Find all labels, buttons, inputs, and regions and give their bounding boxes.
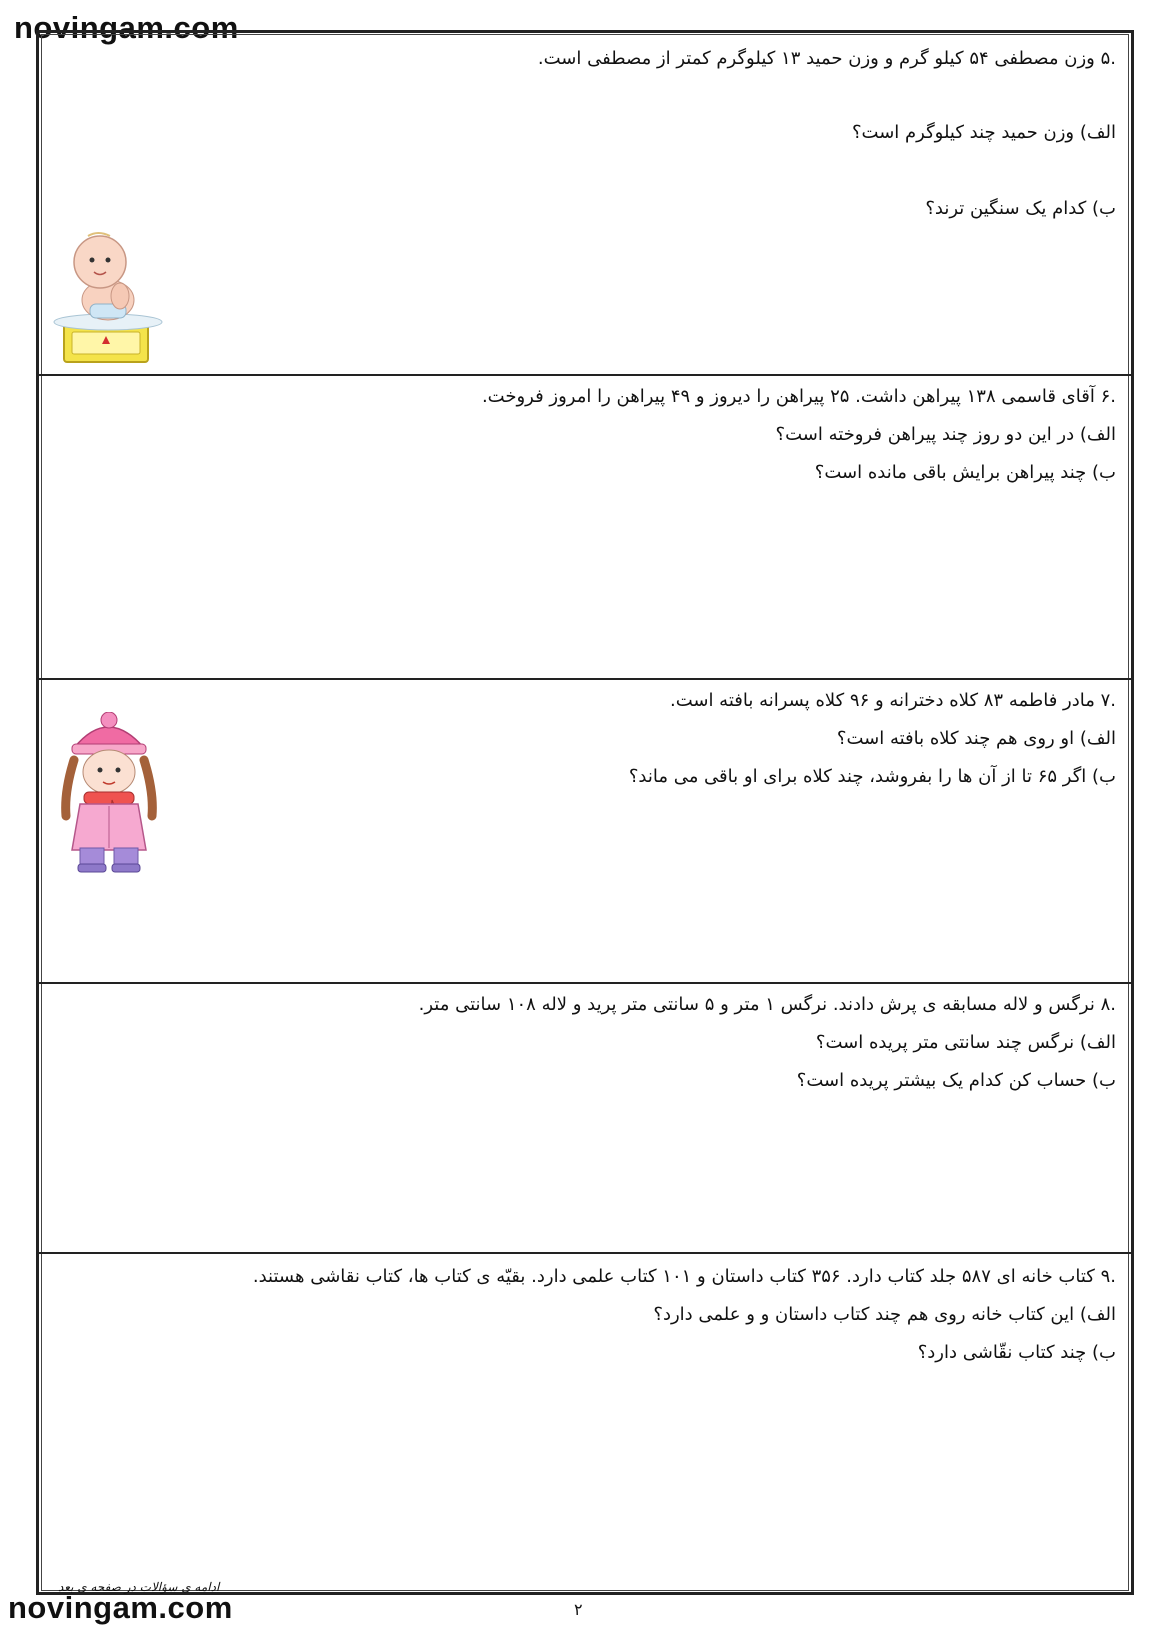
question-5-text: .۵ وزن مصطفی ۵۴ کیلو گرم و وزن حمید ۱۳ کیلوگرم کمتر از مصطفی است.: [537, 48, 1116, 69]
question-7-part-b: ب) اگر ۶۵ تا از آن ها را بفروشد، چند کلاه برای او باقی می ماند؟: [628, 766, 1116, 787]
watermark-bottom: novingam.com: [8, 1590, 233, 1625]
page-number: ۲: [574, 1600, 583, 1619]
question-8-part-a: الف) نرگس چند سانتی متر پریده است؟: [815, 1032, 1116, 1053]
question-6-part-a: الف) در این دو روز چند پیراهن فروخته است؟: [775, 424, 1116, 445]
question-8-part-b: ب) حساب کن کدام یک بیشتر پریده است؟: [796, 1070, 1116, 1091]
question-9-part-a: الف) این کتاب خانه روی هم چند کتاب داستان و و علمی دارد؟: [653, 1304, 1116, 1325]
question-8-text: .۸ نرگس و لاله مسابقه ی پرش دادند. نرگس ۱ متر و ۵ سانتی متر پرید و لاله ۱۰۸ سانتی متر.: [418, 994, 1116, 1015]
question-5-part-a: الف) وزن حمید چند کیلوگرم است؟: [852, 122, 1116, 143]
question-9-text: .۹ کتاب خانه ای ۵۸۷ جلد کتاب دارد. ۳۵۶ کتاب داستان و ۱۰۱ کتاب علمی دارد. بقیّه ی کتاب ها، کتاب نقاشی هستند.: [252, 1266, 1116, 1287]
continued-on-next-page-note: ادامه ی سؤالات در صفحه ی بعد: [58, 1580, 220, 1594]
question-7-part-a: الف) او روی هم چند کلاه بافته است؟: [836, 728, 1116, 749]
section-divider: [39, 1252, 1132, 1254]
question-6-part-b: ب) چند پیراهن برایش باقی مانده است؟: [814, 462, 1116, 483]
section-divider: [39, 982, 1132, 984]
question-7-text: .۷ مادر فاطمه ۸۳ کلاه دخترانه و ۹۶ کلاه پسرانه بافته است.: [669, 690, 1116, 711]
girl-in-winter-clothes-illustration: [52, 712, 166, 874]
question-9-part-b: ب) چند کتاب نقّاشی دارد؟: [917, 1342, 1116, 1363]
section-divider: [39, 374, 1132, 376]
question-6-text: .۶ آقای قاسمی ۱۳۸ پیراهن داشت. ۲۵ پیراهن را دیروز و ۴۹ پیراهن را امروز فروخت.: [481, 386, 1116, 407]
watermark-top: novingam.com: [14, 10, 239, 45]
section-divider: [39, 678, 1132, 680]
question-5-part-b: ب) کدام یک سنگین ترند؟: [925, 198, 1116, 219]
baby-on-scale-illustration: [50, 226, 168, 366]
